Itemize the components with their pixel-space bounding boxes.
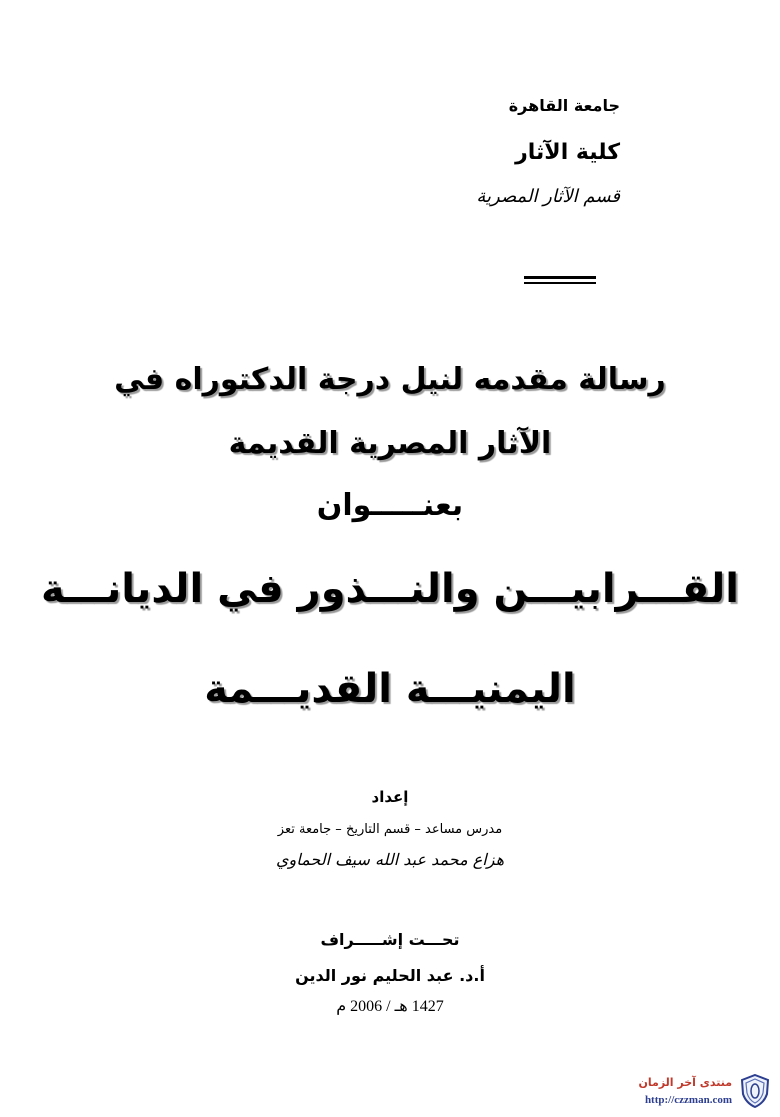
prepared-by-label: إعداد <box>371 788 409 806</box>
header-divider <box>524 276 596 284</box>
watermark-url[interactable]: http://czzman.com <box>644 1094 732 1106</box>
supervisor-name: أ.د. عبد الحليم نور الدين <box>295 966 485 985</box>
thesis-title-line-2: اليمنيـــة القديـــمة <box>204 666 576 712</box>
thesis-field-line: الآثار المصرية القديمة <box>228 426 552 461</box>
department-name: قسم الآثار المصرية <box>476 186 620 207</box>
watermark-forum-name: منتدى آخر الزمان <box>638 1076 732 1089</box>
thesis-degree-line: رسالة مقدمه لنيل درجة الدكتوراه في <box>114 362 666 397</box>
titled-label: بعنـــــوان <box>316 488 464 523</box>
shield-logo-icon <box>740 1074 770 1108</box>
author-position: مدرس مساعد – قسم التاريخ – جامعة تعز <box>277 822 503 837</box>
supervision-label: تحـــت إشـــــراف <box>320 930 460 949</box>
faculty-name: كلية الآثار <box>515 140 620 165</box>
submission-date: 1427 هـ / 2006 م <box>336 998 444 1015</box>
university-name: جامعة القاهرة <box>508 96 620 115</box>
forum-watermark[interactable] <box>592 1074 772 1114</box>
author-name: هزاع محمد عبد الله سيف الحماوي <box>275 850 505 869</box>
thesis-title-line-1: القـــرابيـــن والنـــذور في الديانـــة <box>40 566 740 612</box>
